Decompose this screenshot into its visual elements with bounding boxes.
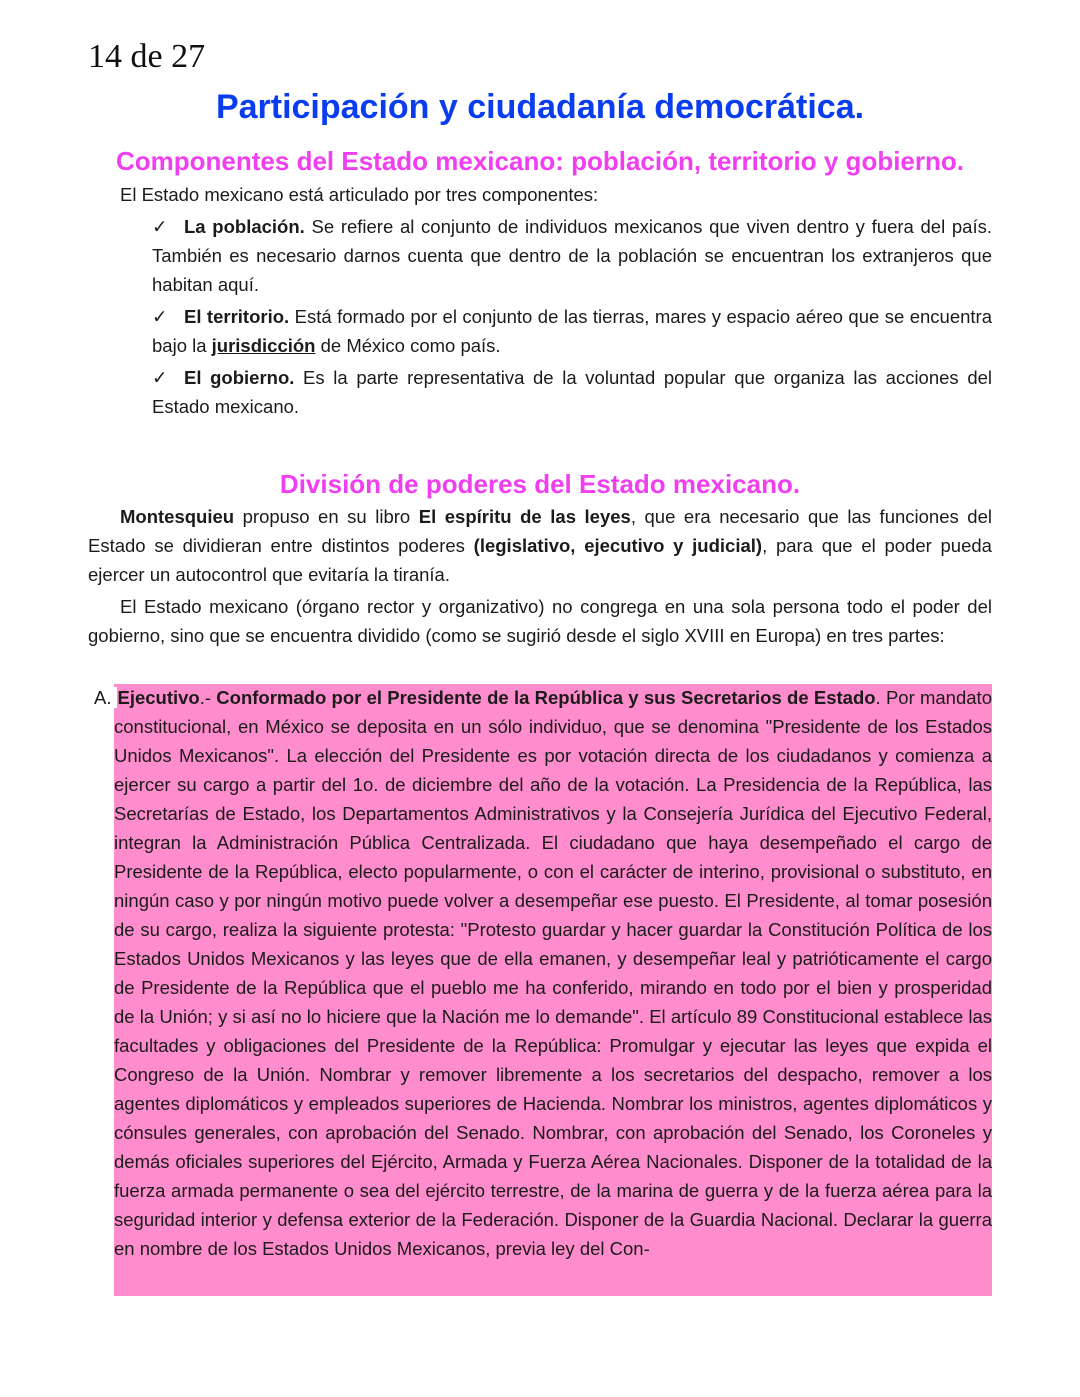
item-marker: A. [94, 687, 117, 708]
underlined-term: jurisdicción [211, 335, 316, 356]
check-icon: ✓ [152, 306, 168, 327]
list-item [152, 302, 992, 360]
item-term: El gobierno. [184, 367, 295, 388]
components-list [152, 212, 992, 424]
bold-text: Montesquieu [120, 506, 235, 527]
bold-text: (legislativo, ejecutivo y judicial) [473, 535, 763, 556]
paragraph-state: El Estado mexicano (órgano rector y organizativo) no congrega en una sola persona todo el poder del gobierno, sino que se encuentra dividido (como se sugirió desde el siglo XVIII en Europa) en tres partes: [88, 596, 992, 646]
list-item [152, 363, 992, 421]
bold-text: El espíritu de las leyes [418, 506, 631, 527]
page-number: 14 de 27 [88, 38, 206, 75]
item-text: de México como país. [315, 335, 501, 356]
paragraph-montesquieu: Montesquieu propuso en su libro El espíritu de las leyes, que era necesario que las funciones del Estado se dividieran entre distintos poderes (legislativo, ejecutivo y judicial), para que el poder pueda ejercer un autocontrol que evitaría la tiranía. [88, 506, 992, 585]
item-text: Se refiere al conjunto de individuos mexicanos que viven dentro y fuera del país. También es necesario darnos cuenta que dentro de la población se encuentran los extranjeros que habitan aquí. [152, 216, 992, 295]
item-ejecutivo: A. Ejecutivo.- Conformado por el Presidente de la República y sus Secretarios de Estado. Por mandato constitucional, en México se deposita en un sólo individuo, que se denomina "Presidente de los Estados Unidos Mexicanos". La elección del Presidente es por votación directa de los ciudadanos y comienza a ejercer su cargo a partir del 1o. de diciembre del año de la votación. La Presidencia de la República, las Secretarías de Estado, los Departamentos Administrativos y la Consejería Jurídica del Ejecutivo Federal, integran la Administración Pública Centralizada. El ciudadano que haya desempeñado el cargo de Presidente de la República, electo popularmente, o con el carácter de interino, provisional o substituto, en ningún caso y por ningún motivo puede volver a desempeñar ese puesto. El Presidente, al tomar posesión de su cargo, realiza la siguiente protesta: "Protesto guardar y hacer guardar la Constitución Política de los Estados Unidos Mexicanos y las leyes que de ella emanen, y desempeñar leal y patrióticamente el cargo de Presidente de la República que el pueblo me ha conferido, mirando en todo por el bien y prosperidad de la Unión; y si así no lo hiciere que la Nación me lo demande". El artículo 89 Constitucional establece las facultades y obligaciones del Presidente de la República: Promulgar y ejecutar las leyes que expida el Congreso de la Unión. Nombrar y remover libremente a los secretarios del despacho, remover a los agentes diplomáticos y empleados superiores de Hacienda. Nombrar los ministros, agentes diplomáticos y cónsules generales, con aprobación del Senado. Nombrar, con aprobación del Senado, los Coroneles y demás oficiales superiores del Ejército, Armada y Fuerza Aérea Nacionales. Disponer de la totalidad de la fuerza armada permanente o sea del ejército terrestre, de la marina de guerra y de la fuerza aérea para la seguridad interior y defensa exterior de la Federación. Disponer de la Guardia Nacional. Declarar la guerra en nombre de los Estados Unidos Mexicanos, previa ley del Con- [94, 687, 992, 1259]
item-text: . Por mandato constitucional, en México se deposita en un sólo individuo, que se denomina "Presidente de los Estados Unidos Mexicanos". La elección del Presidente es por votación directa de los ciudadanos y comienza a ejercer su cargo a partir del 1o. de diciembre del año de la votación. La Presidencia de la República, las Secretarías de Estado, los Departamentos Administrativos y la Consejería Jurídica del Ejecutivo Federal, integran la Administración Pública Centralizada. El ciudadano que haya desempeñado el cargo de Presidente de la República, electo popularmente, o con el carácter de interino, provisional o substituto, en ningún caso y por ningún motivo puede volver a desempeñar ese puesto. El Presidente, al tomar posesión de su cargo, realiza la siguiente protesta: "Protesto guardar y hacer guardar la Constitución Política de los Estados Unidos Mexicanos y las leyes que de ella emanen, y desempeñar leal y patrióticamente el cargo de Presidente de la República que el pueblo me ha conferido, mirando en todo por el bien y prosperidad de la Unión; y si así no lo hiciere que la Nación me lo demande". El artículo 89 Constitucional establece las facultades y obligaciones del Presidente de la República: Promulgar y ejecutar las leyes que expida el Congreso de la Unión. Nombrar y remover libremente a los secretarios del despacho, remover a los agentes diplomáticos y empleados superiores de Hacienda. Nombrar los ministros, agentes diplomáticos y cónsules generales, con aprobación del Senado. Nombrar, con aprobación del Senado, los Coroneles y demás oficiales superiores del Ejército, Armada y Fuerza Aérea Nacionales. Disponer de la totalidad de la fuerza armada permanente o sea del ejército terrestre, de la marina de guerra y de la fuerza aérea para la seguridad interior y defensa exterior de la Federación. Disponer de la Guardia Nacional. Declarar la guerra en nombre de los Estados Unidos Mexicanos, previa ley del Con- [114, 687, 992, 1259]
list-item [152, 212, 992, 299]
section-heading-components: Componentes del Estado mexicano: población, territorio y gobierno. [116, 146, 964, 176]
item-term: El territorio. [184, 306, 290, 327]
check-icon: ✓ [152, 367, 168, 388]
page-title: Participación y ciudadanía democrática. [215, 88, 865, 126]
item-term: La población. [184, 216, 305, 237]
item-text: Es la parte representativa de la voluntad popular que organiza las acciones del Estado mexicano. [152, 367, 993, 417]
section-heading-division: División de poderes del Estado mexicano. [279, 469, 801, 499]
item-text: Está formado por el conjunto de las tierras, mares y espacio aéreo que se encuentra bajo la [152, 306, 992, 356]
check-icon: ✓ [152, 216, 168, 237]
bold-text: Conformado por el Presidente de la República y sus Secretarios de Estado [216, 687, 876, 708]
item-term: Ejecutivo [117, 687, 200, 708]
components-intro: El Estado mexicano está articulado por tres componentes: [120, 184, 599, 205]
